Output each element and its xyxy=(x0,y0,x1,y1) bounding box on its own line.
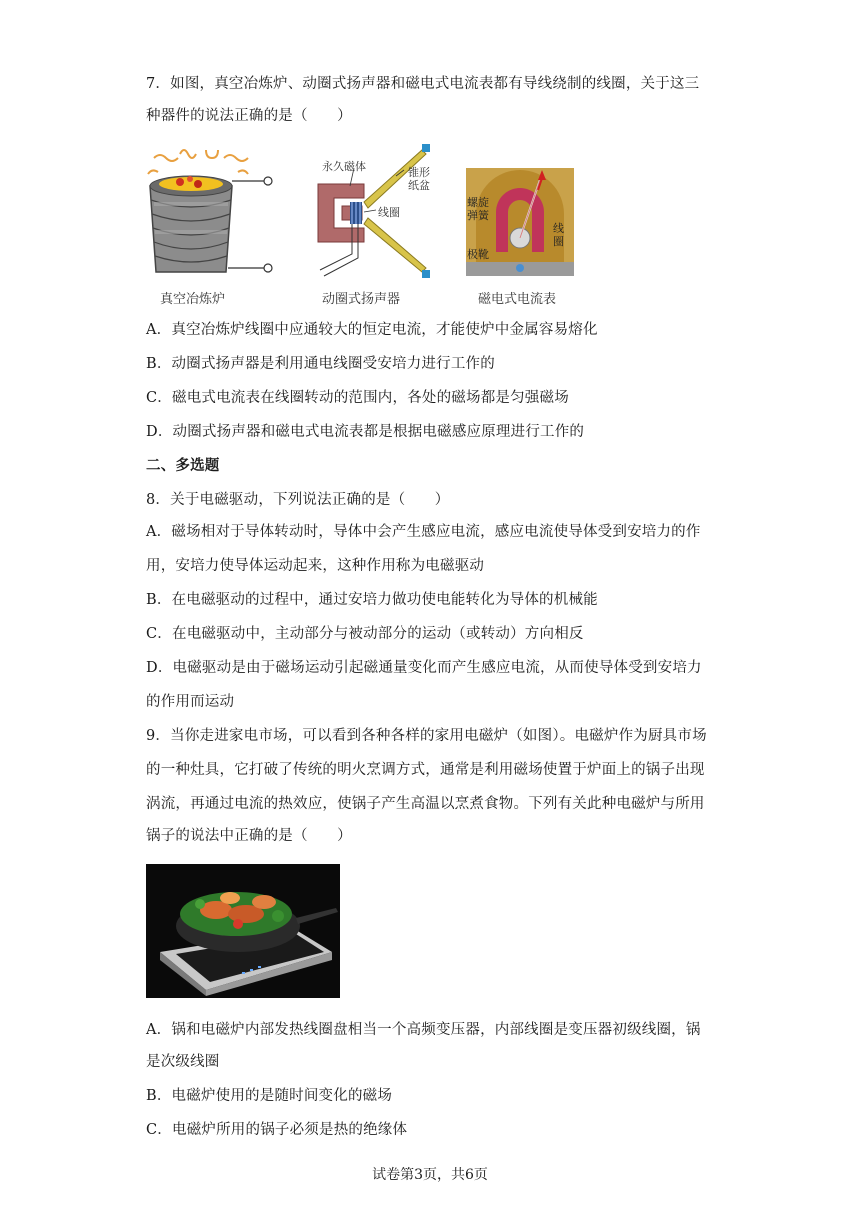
q8-option-a-line2: 用，安培力使导体运动起来，这种作用称为电磁驱动 xyxy=(146,558,485,574)
q9-option-a-line1: A．锅和电磁炉内部发热线圈盘相当一个高频变压器，内部线圈是变压器初级线圈，锅 xyxy=(146,1022,701,1038)
q7-option-a: A．真空冶炼炉线圈中应通较大的恒定电流，才能使炉中金属容易熔化 xyxy=(146,322,598,338)
galvanometer-coil-label: 线 圈 xyxy=(553,222,564,248)
q9-stem-line4: 锅子的说法中正确的是（ ） xyxy=(146,828,352,844)
galvanometer-spring-label: 螺旋 弹簧 xyxy=(467,196,489,222)
section-heading: 二、多选题 xyxy=(146,457,220,474)
q9-stem-line2: 的一种灶具，它打破了传统的明火烹调方式，通常是利用磁场使置于炉面上的锅子出现 xyxy=(146,762,705,778)
speaker-coil-label: 线圈 xyxy=(378,206,400,219)
q9-option-a-line2: 是次级线圈 xyxy=(146,1054,220,1070)
q9-option-b: B．电磁炉使用的是随时间变化的磁场 xyxy=(146,1088,393,1104)
q7-stem-line1: 7．如图，真空冶炼炉、动圈式扬声器和磁电式电流表都有导线绕制的线圈，关于这三 xyxy=(146,76,700,92)
q7-option-c: C．磁电式电流表在线圈转动的范围内，各处的磁场都是匀强磁场 xyxy=(146,390,569,406)
q9-stem-line1: 9．当你走进家电市场，可以看到各种各样的家用电磁炉（如图）。电磁炉作为厨具市场 xyxy=(146,728,707,744)
q9-stem-line3: 涡流，再通过电流的热效应，使锅子产生高温以烹煮食物。下列有关此种电磁炉与所用 xyxy=(146,796,705,812)
q9-option-c: C．电磁炉所用的锅子必须是热的绝缘体 xyxy=(146,1122,408,1138)
speaker-cone-label: 锥形 纸盆 xyxy=(408,166,430,192)
q8-stem: 8．关于电磁驱动，下列说法正确的是（ ） xyxy=(146,492,450,508)
q7-stem-line2: 种器件的说法正确的是（ ） xyxy=(146,108,352,124)
galvanometer-pole-label: 极靴 xyxy=(467,248,489,261)
speaker-magnet-label: 永久磁体 xyxy=(322,160,366,173)
q7-option-b: B．动圈式扬声器是利用通电线圈受安培力进行工作的 xyxy=(146,356,495,372)
vacuum-furnace-figure xyxy=(140,144,280,284)
q8-option-c: C．在电磁驱动中，主动部分与被动部分的运动（或转动）方向相反 xyxy=(146,626,584,642)
q8-option-b: B．在电磁驱动的过程中，通过安培力做功使电能转化为导体的机械能 xyxy=(146,592,598,608)
induction-cooker-photo xyxy=(146,864,340,998)
q7-option-d: D．动圈式扬声器和磁电式电流表都是根据电磁感应原理进行工作的 xyxy=(146,424,585,440)
q8-option-a-line1: A．磁场相对于导体转动时，导体中会产生感应电流，感应电流使导体受到安培力的作 xyxy=(146,524,701,540)
q8-option-d-line1: D．电磁驱动是由于磁场运动引起磁通量变化而产生感应电流，从而使导体受到安培力 xyxy=(146,660,702,676)
galvanometer-caption: 磁电式电流表 xyxy=(478,292,557,307)
page-footer: 试卷第3页，共6页 xyxy=(372,1167,488,1183)
vacuum-furnace-caption: 真空冶炼炉 xyxy=(160,292,226,307)
speaker-caption: 动圈式扬声器 xyxy=(322,292,401,307)
q8-option-d-line2: 的作用而运动 xyxy=(146,694,235,710)
